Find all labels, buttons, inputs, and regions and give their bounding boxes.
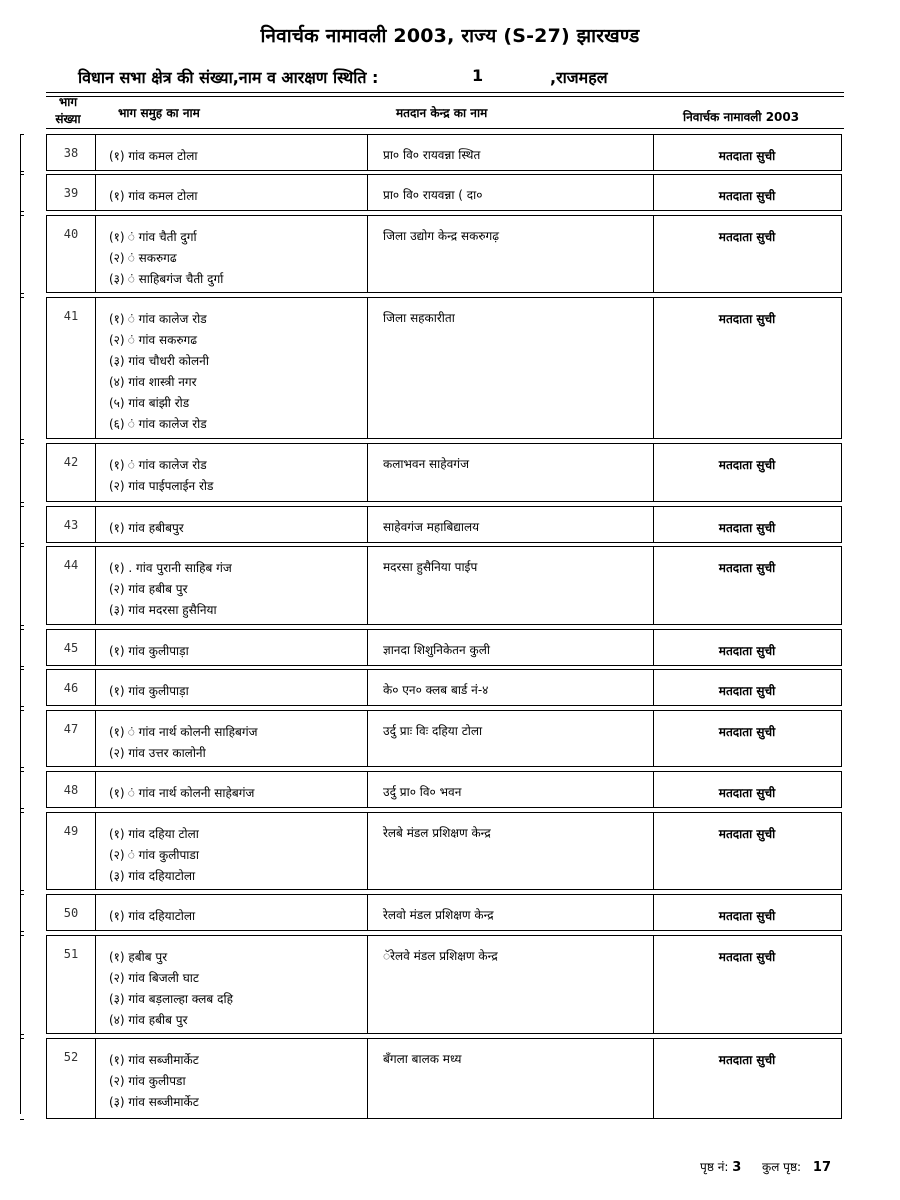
group-name-item: (५) गांव बांझी रोड	[109, 396, 190, 410]
total-pages	[762, 1158, 831, 1175]
column-divider	[367, 1039, 368, 1118]
group-name-list	[109, 783, 254, 804]
roll-type: मतदाता सुची	[718, 312, 776, 326]
polling-centre-name: जिला उद्योग केन्द्र सकरुगढ़	[383, 229, 500, 243]
column-divider	[367, 175, 368, 210]
table-row	[46, 710, 842, 767]
roll-type: मतदाता सुची	[718, 189, 776, 203]
group-name-item: (२) ं गांव कुलीपाडा	[109, 848, 199, 862]
table-row	[46, 629, 842, 666]
column-header-roll: निवार्चक नामावली 2003	[683, 110, 800, 124]
table-row	[46, 771, 842, 808]
part-number: 47	[63, 722, 79, 736]
table-row	[46, 215, 842, 293]
table-row	[46, 134, 842, 171]
group-name-item: (२) गांव उत्तर कालोनी	[109, 746, 206, 760]
margin-line	[20, 134, 21, 1114]
group-name-item: (१) गांव कमल टोला	[109, 149, 198, 163]
group-name-list	[109, 681, 189, 702]
group-name-item: (२) गांव पाईपलाईन रोड	[109, 479, 214, 493]
polling-centre-name: बँगला बालक मध्य	[383, 1052, 462, 1066]
roll-type: मतदाता सुची	[718, 684, 776, 698]
group-name-item: (१) गांव कमल टोला	[109, 189, 198, 203]
roll-type: मतदाता सुची	[718, 521, 776, 535]
header-bottom-rule	[46, 128, 844, 129]
group-name-item: (३) गांव मदरसा हुसैनिया	[109, 603, 217, 617]
polling-centre-name: प्रा० वि० रायवन्ना स्थित	[383, 148, 481, 162]
part-number: 39	[63, 186, 79, 200]
polling-centre-name: उर्दु प्राः विः दहिया टोला	[383, 724, 483, 738]
margin-tick	[20, 1119, 24, 1120]
column-divider	[95, 630, 96, 665]
group-name-list	[109, 146, 198, 167]
column-divider	[367, 895, 368, 930]
column-divider	[367, 135, 368, 170]
polling-centre-name: रेलवो मंडल प्रशिक्षण केन्द्र	[383, 908, 494, 922]
column-header-group-name: भाग समुह का नाम	[118, 106, 200, 120]
polling-centre-name: ॅरेलवे मंडल प्रशिक्षण केन्द्र	[383, 949, 498, 963]
table-row	[46, 546, 842, 625]
ac-name: ,राजमहल	[550, 68, 608, 87]
column-header-polling-centre: मतदान केन्द्र का नाम	[396, 106, 488, 120]
column-divider	[95, 175, 96, 210]
column-divider	[367, 670, 368, 705]
column-divider	[95, 298, 96, 438]
assembly-constituency-line	[78, 66, 838, 88]
group-name-item: (१) . गांव पुरानी साहिब गंज	[109, 561, 232, 575]
group-name-list	[109, 518, 184, 539]
part-number: 48	[63, 783, 79, 797]
column-divider	[367, 547, 368, 624]
group-name-list	[109, 455, 213, 497]
table-row	[46, 1038, 842, 1119]
part-number: 42	[63, 455, 79, 469]
part-number: 44	[63, 558, 79, 572]
part-number: 45	[63, 641, 79, 655]
group-name-list	[109, 641, 189, 662]
group-name-item: (२) ं गांव सकरुगढ	[109, 333, 198, 347]
column-divider	[95, 813, 96, 889]
column-header-part-no: भाग संख्या	[55, 95, 81, 126]
column-divider	[95, 135, 96, 170]
column-divider	[95, 936, 96, 1033]
polling-centre-name: जिला सहकारीता	[383, 311, 455, 325]
polling-centre-name: मदरसा हुसैनिया पाईप	[383, 560, 478, 574]
group-name-item: (१) गांव कुलीपाड़ा	[109, 644, 189, 658]
column-divider	[367, 936, 368, 1033]
roll-type: मतदाता सुची	[718, 149, 776, 163]
group-name-item: (१) ं गांव चैती दुर्गा	[109, 230, 197, 244]
column-divider	[95, 895, 96, 930]
roll-type: मतदाता सुची	[718, 230, 776, 244]
group-name-item: (१) ं गांव नार्थ कोलनी साहिबगंज	[109, 725, 258, 739]
group-name-item: (२) गांव कुलीपडा	[109, 1074, 186, 1088]
group-name-item: (४) गांव हबीब पुर	[109, 1013, 188, 1027]
group-name-item: (१) गांव कुलीपाड़ा	[109, 684, 189, 698]
roll-type: मतदाता सुची	[718, 950, 776, 964]
group-name-list	[109, 558, 232, 621]
column-divider	[367, 216, 368, 292]
part-number: 38	[63, 146, 79, 160]
header-double-rule	[46, 92, 844, 97]
column-divider	[367, 711, 368, 766]
roll-type: मतदाता सुची	[718, 561, 776, 575]
group-name-item: (६) ं गांव कालेज रोड	[109, 417, 207, 431]
ac-number: 1	[472, 66, 484, 85]
ac-label: विधान सभा क्षेत्र की संख्या,नाम व आरक्षण स्थिति :	[78, 68, 379, 87]
total-pages-value: 17	[812, 1160, 832, 1175]
group-name-item: (१) ं गांव कालेज रोड	[109, 312, 207, 326]
group-name-item: (१) हबीब पुर	[109, 950, 168, 964]
group-name-item: (२) गांव हबीब पुर	[109, 582, 188, 596]
group-name-list	[109, 1050, 199, 1113]
part-number: 49	[63, 824, 79, 838]
part-number: 43	[63, 518, 79, 532]
part-number: 50	[63, 906, 79, 920]
group-name-item: (३) गांव बड़लाल्हा क्लब दहि	[109, 992, 233, 1006]
roll-type: मतदाता सुची	[718, 644, 776, 658]
column-divider	[367, 772, 368, 807]
column-divider	[95, 670, 96, 705]
group-name-item: (२) गांव बिजली घाट	[109, 971, 199, 985]
roll-type: मतदाता सुची	[718, 909, 776, 923]
page-title: निवार्चक नामावली 2003, राज्य (S-27) झारखण्ड	[260, 25, 640, 47]
group-name-item: (१) गांव दहिया टोला	[109, 827, 199, 841]
polling-centre-name: प्रा० वि० रायवन्ना ( दा०	[383, 188, 483, 202]
group-name-item: (१) गांव दहियाटोला	[109, 909, 196, 923]
group-name-list	[109, 947, 233, 1031]
polling-centre-name: ज्ञानदा शिशुनिकेतन कुली	[383, 643, 490, 657]
group-name-list	[109, 824, 199, 887]
group-name-list	[109, 722, 258, 764]
table-row	[46, 935, 842, 1034]
table-row	[46, 174, 842, 211]
column-divider	[95, 216, 96, 292]
page-number-label: पृष्ठ नं:	[700, 1160, 729, 1174]
table-row	[46, 506, 842, 543]
group-name-item: (४) गांव शास्त्री नगर	[109, 375, 197, 389]
group-name-list	[109, 906, 195, 927]
group-name-item: (१) गांव सब्जीमार्केट	[109, 1053, 199, 1067]
roll-type: मतदाता सुची	[718, 458, 776, 472]
group-name-item: (३) ं साहिबगंज चैती दुर्गा	[109, 272, 224, 286]
column-divider	[95, 547, 96, 624]
column-divider	[367, 507, 368, 542]
group-name-item: (१) ं गांव कालेज रोड	[109, 458, 207, 472]
group-name-item: (१) गांव हबीबपुर	[109, 521, 184, 535]
column-divider	[95, 444, 96, 501]
group-name-item: (३) गांव दहियाटोला	[109, 869, 196, 883]
polling-centre-name: साहेवगंज महाबिद्यालय	[383, 520, 480, 534]
column-divider	[95, 507, 96, 542]
part-number: 41	[63, 309, 79, 323]
page-number	[700, 1158, 741, 1175]
polling-centre-name: के० एन० क्लब बार्ड नं-४	[383, 683, 489, 697]
column-divider	[367, 813, 368, 889]
roll-type: मतदाता सुची	[718, 786, 776, 800]
group-name-item: (२) ं सकरुगढ	[109, 251, 177, 265]
page-number-value: 3	[732, 1160, 742, 1175]
table-row	[46, 894, 842, 931]
left-margin-ticks	[20, 94, 24, 1124]
part-number: 46	[63, 681, 79, 695]
roll-type: मतदाता सुची	[718, 1053, 776, 1067]
table-row	[46, 443, 842, 502]
roll-type: मतदाता सुची	[718, 827, 776, 841]
group-name-list	[109, 227, 223, 290]
column-divider	[367, 630, 368, 665]
part-number: 52	[63, 1050, 79, 1064]
polling-centre-name: उर्दु प्रा० वि० भवन	[383, 785, 462, 799]
total-pages-label: कुल पृष्ठ:	[762, 1160, 802, 1174]
table-row	[46, 812, 842, 890]
roll-type: मतदाता सुची	[718, 725, 776, 739]
group-name-item: (३) गांव चौधरी कोलनी	[109, 354, 209, 368]
group-name-list	[109, 186, 198, 207]
table-row	[46, 669, 842, 706]
group-name-list	[109, 309, 209, 435]
column-divider	[367, 298, 368, 438]
group-name-item: (३) गांव सब्जीमार्केट	[109, 1095, 199, 1109]
part-number: 40	[63, 227, 79, 241]
polling-centre-name: कलाभवन साहेवगंज	[383, 457, 469, 471]
column-divider	[95, 711, 96, 766]
column-divider	[367, 444, 368, 501]
group-name-item: (१) ं गांव नार्थ कोलनी साहेबगंज	[109, 786, 255, 800]
column-divider	[95, 772, 96, 807]
polling-centre-name: रेलबे मंडल प्रशिक्षण केन्द्र	[383, 826, 491, 840]
column-divider	[95, 1039, 96, 1118]
table-row	[46, 297, 842, 439]
part-number: 51	[63, 947, 79, 961]
